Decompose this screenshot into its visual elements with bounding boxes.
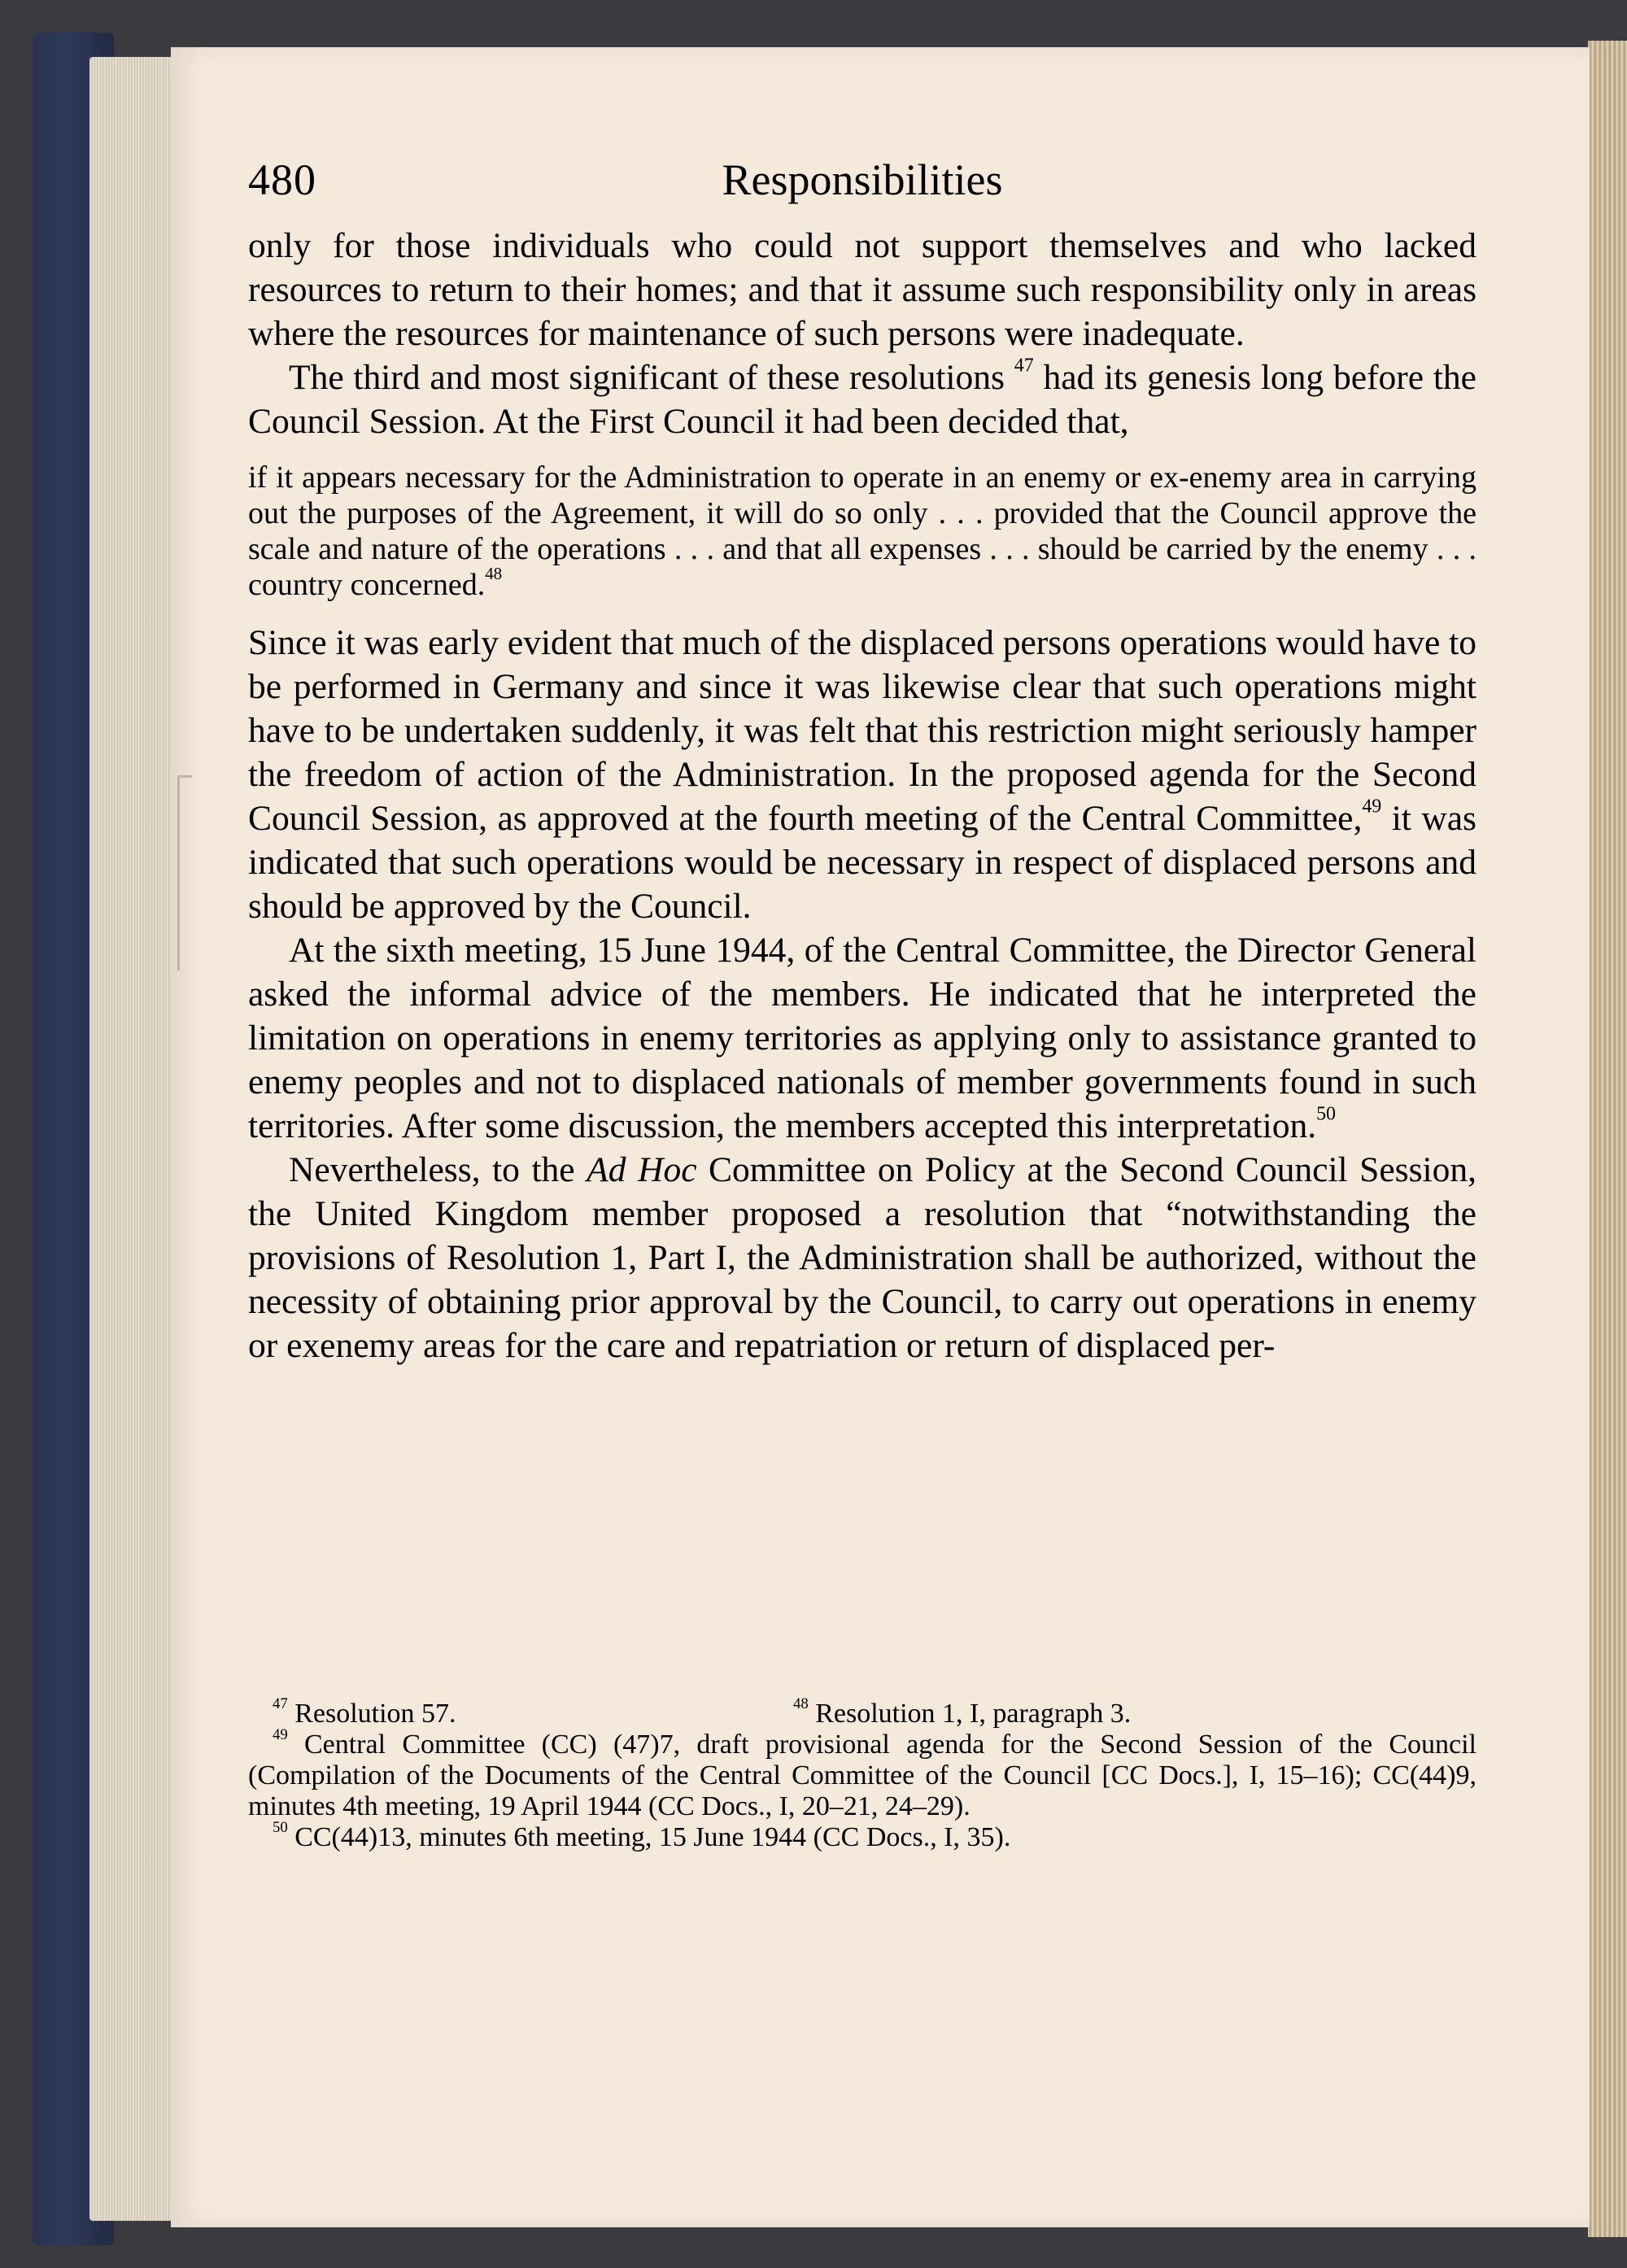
footnote-row-47-48: [248, 1695, 1477, 1729]
paragraph-5-text-a: Nevertheless, to the: [289, 1150, 587, 1189]
footnote-48: [793, 1695, 1477, 1729]
paragraph-3: [248, 621, 1477, 928]
paragraph-2-text-b: had its genesis long before the Council Session. At the First Council it had been decided that,: [248, 358, 1477, 441]
margin-pencil-mark: [177, 775, 180, 970]
block-quote-text: if it appears necessary for the Administration to operate in an enemy or ex-enemy area in carrying out the purposes of the Agreement, it will do so only . . . provided that the Council approve the scale and nature of the operations . . . and that all expenses . . . should be carried by the enemy . . . country concerned.: [248, 460, 1477, 602]
footnote-50-number: 50: [273, 1819, 288, 1837]
page-header: [248, 155, 1477, 220]
footnote-50: [248, 1819, 1477, 1853]
footnote-ref-47: 47: [1014, 355, 1034, 377]
footnote-47-text: Resolution 57.: [287, 1699, 456, 1729]
footnote-ref-50: 50: [1316, 1103, 1336, 1125]
paragraph-5: [248, 1148, 1477, 1367]
body-text: [248, 224, 1477, 1367]
block-quote: [248, 460, 1477, 603]
running-title: Responsibilities: [722, 155, 1003, 204]
paragraph-4-text: At the sixth meeting, 15 June 1944, of the Central Committee, the Director General asked the informal advice of the members. He indicated that he interpreted the limitation on operations in enemy territories as applying only to assistance granted to enemy peoples and not to displaced nationals of member governments found in such territories. After some discussion, the members accepted this interpretation.: [248, 931, 1477, 1145]
footnote-49-text: Central Committee (CC) (47)7, draft provisional agenda for the Second Session of the Council (Compilation of the Documents of the Central Committee of the Council [CC Docs.], I, 15–16); CC(44)9, minutes 4th meeting, 19 April 1944 (CC Docs., I, 20–21, 24–29).: [248, 1729, 1477, 1821]
footnote-48-number: 48: [793, 1695, 809, 1713]
footnotes: [248, 1695, 1477, 1853]
footnote-50-text: CC(44)13, minutes 6th meeting, 15 June 1944 (CC Docs., I, 35).: [287, 1822, 1011, 1852]
footnote-ref-49: 49: [1362, 796, 1382, 818]
paragraph-3-text-a: Since it was early evident that much of the displaced persons operations would have to be performed in Germany and since it was likewise clear that such operations might have to be undertaken suddenly, it was felt that this restriction might seriously hamper the freedom of action of the Administration. In the proposed agenda for the Second Council Session, as approved at the fourth meeting of the Central Committee,: [248, 623, 1477, 838]
paragraph-1: only for those individuals who could not support themselves and who lacked resources to return to their homes; and that it assume such responsibility only in areas where the resources for maintenance of such persons were inadequate.: [248, 226, 1477, 353]
paragraph-5-text-b: Committee on Policy at the Second Council Session, the United Kingdom member proposed a resolution that “notwithstanding the provisions of Resolution 1, Part I, the Administration shall be authorized, without the necessity of obtaining prior approval by the Council, to carry out operations in enemy or exenemy areas for the care and repatriation or return of displaced per-: [248, 1150, 1477, 1365]
paragraph-4: [248, 928, 1477, 1148]
page-edges-right: [1588, 41, 1627, 2237]
paragraph-2: [248, 355, 1477, 443]
footnote-48-text: Resolution 1, I, paragraph 3.: [808, 1699, 1132, 1729]
paragraph-2-text-a: The third and most significant of these resolutions: [289, 358, 1014, 397]
footnote-49: [248, 1726, 1477, 1822]
paragraph-5-italic: Ad Hoc: [587, 1150, 697, 1189]
paragraph-3-text-b: it was indicated that such operations would be necessary in respect of displaced persons and should be approved by the Council.: [248, 799, 1477, 926]
footnote-ref-48: 48: [485, 564, 503, 584]
page-number: 480: [248, 155, 316, 204]
footnote-49-number: 49: [273, 1726, 288, 1744]
footnote-47-number: 47: [273, 1695, 288, 1713]
footnote-47: [248, 1695, 793, 1729]
